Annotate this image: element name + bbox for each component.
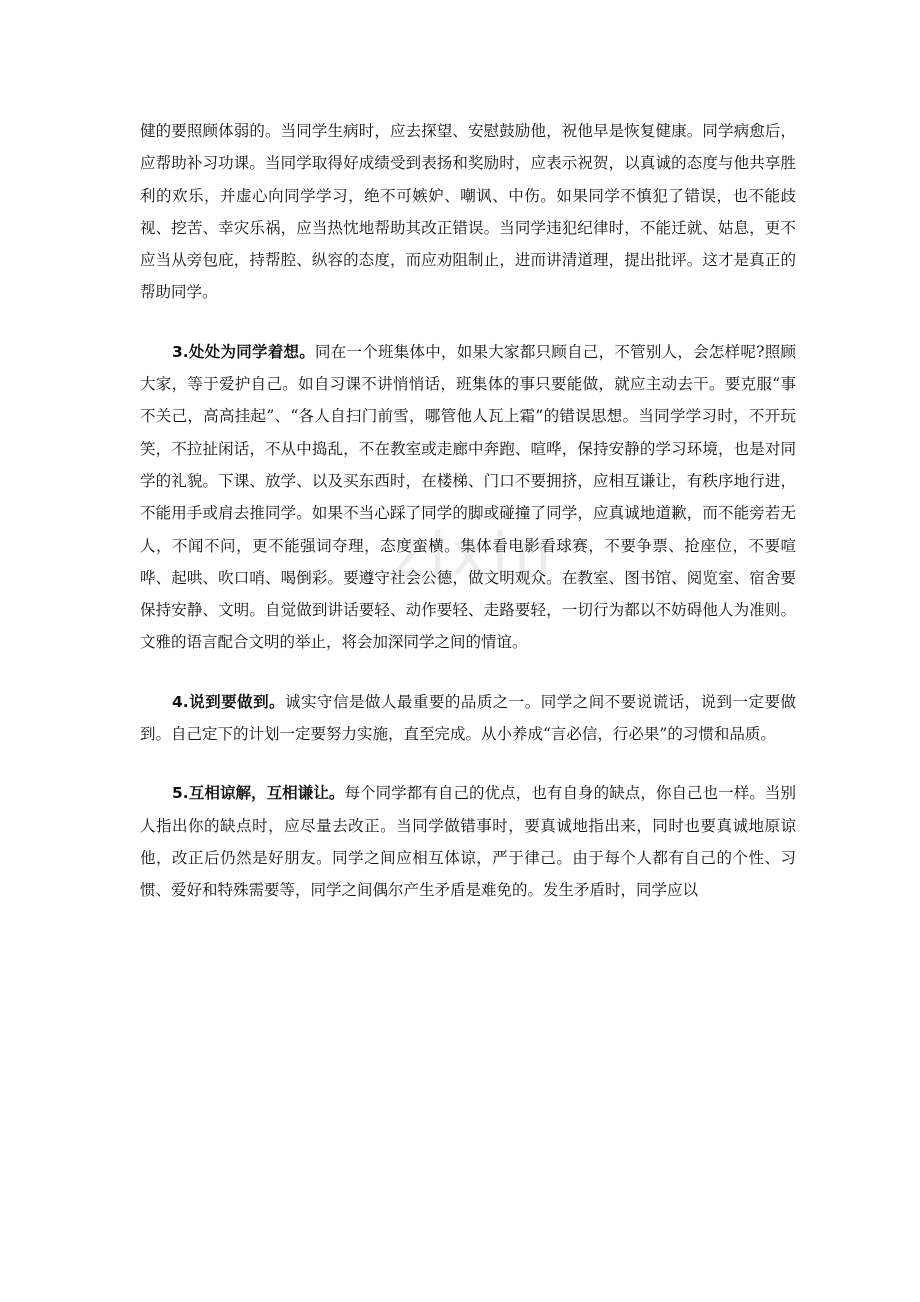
paragraph-spacer <box>140 750 796 777</box>
document-body <box>140 115 796 907</box>
paragraph-spacer <box>140 659 796 686</box>
paragraph-text: 同在一个班集体中，如果大家都只顾自己，不管别人，会怎样呢?照顾大家，等于爱护自己。如自习课不讲悄悄话，班集体的事只要能做，就应主动去干。要克服“事不关己，高高挂起”、“各人自扫门前雪，哪管他人瓦上霜”的错误思想。当同学学习时，不开玩笑，不拉扯闲话，不从中捣乱，不在教室或走廊中奔跑、喧哗，保持安静的学习环境，也是对同学的礼貌。下课、放学、以及买东西时，在楼梯、门口不要拥挤，应相互谦让，有秩序地行进，不能用手或肩去推同学。如果不当心踩了同学的脚或碰撞了同学，应真诚地道歉，而不能旁若无人，不闻不问，更不能强词夺理，态度蛮横。集体看电影看球赛，不要争票、抢座位，不要喧哗、起哄、吹口哨、喝倒彩。要遵守社会公德，做文明观众。在教室、图书馆、阅览室、宿舍要保持安静、文明。自觉做到讲话要轻、动作要轻、走路要轻，一切行为都以不妨碍他人为准则。文雅的语言配合文明的举止，将会加深同学之间的情谊。 <box>140 342 796 652</box>
paragraph-3 <box>140 336 796 659</box>
paragraph-spacer <box>140 309 796 336</box>
paragraph-heading: 5.互相谅解，互相谦让。 <box>172 784 345 803</box>
watermark: zixin <box>393 520 557 588</box>
paragraph-heading: 4.说到要做到。 <box>172 692 286 711</box>
paragraph-text: 诚实守信是做人最重要的品质之一。同学之间不要说谎话，说到一定要做到。自己定下的计划一定要努力实施，直至完成。从小养成“言必信，行必果”的习惯和品质。 <box>140 692 796 744</box>
paragraph-heading: 3.处处为同学着想。 <box>172 342 315 361</box>
paragraph-4 <box>140 686 796 751</box>
paragraph-5 <box>140 777 796 906</box>
paragraph-text: 每个同学都有自己的优点，也有自身的缺点，你自己也一样。当别人指出你的缺点时，应尽量去改正。当同学做错事时，要真诚地指出来，同时也要真诚地原谅他，改正后仍然是好朋友。同学之间应相互体谅，严于律己。由于每个人都有自己的个性、习惯、爱好和特殊需要等，同学之间偶尔产生矛盾是难免的。发生矛盾时，同学应以 <box>140 784 796 900</box>
paragraph-continued <box>140 115 796 309</box>
paragraph-text: 健的要照顾体弱的。当同学生病时，应去探望、安慰鼓励他，祝他早是恢复健康。同学病愈后，应帮助补习功课。当同学取得好成绩受到表扬和奖励时，应表示祝贺，以真诚的态度与他共享胜利的欢乐，并虚心向同学学习，绝不可嫉妒、嘲讽、中伤。如果同学不慎犯了错误，也不能歧视、挖苦、幸灾乐祸，应当热忱地帮助其改正错误。当同学违犯纪律时，不能迁就、姑息，更不应当从旁包庇，持帮腔、纵容的态度，而应劝阻制止，进而讲清道理，提出批评。这才是真正的帮助同学。 <box>140 122 796 302</box>
